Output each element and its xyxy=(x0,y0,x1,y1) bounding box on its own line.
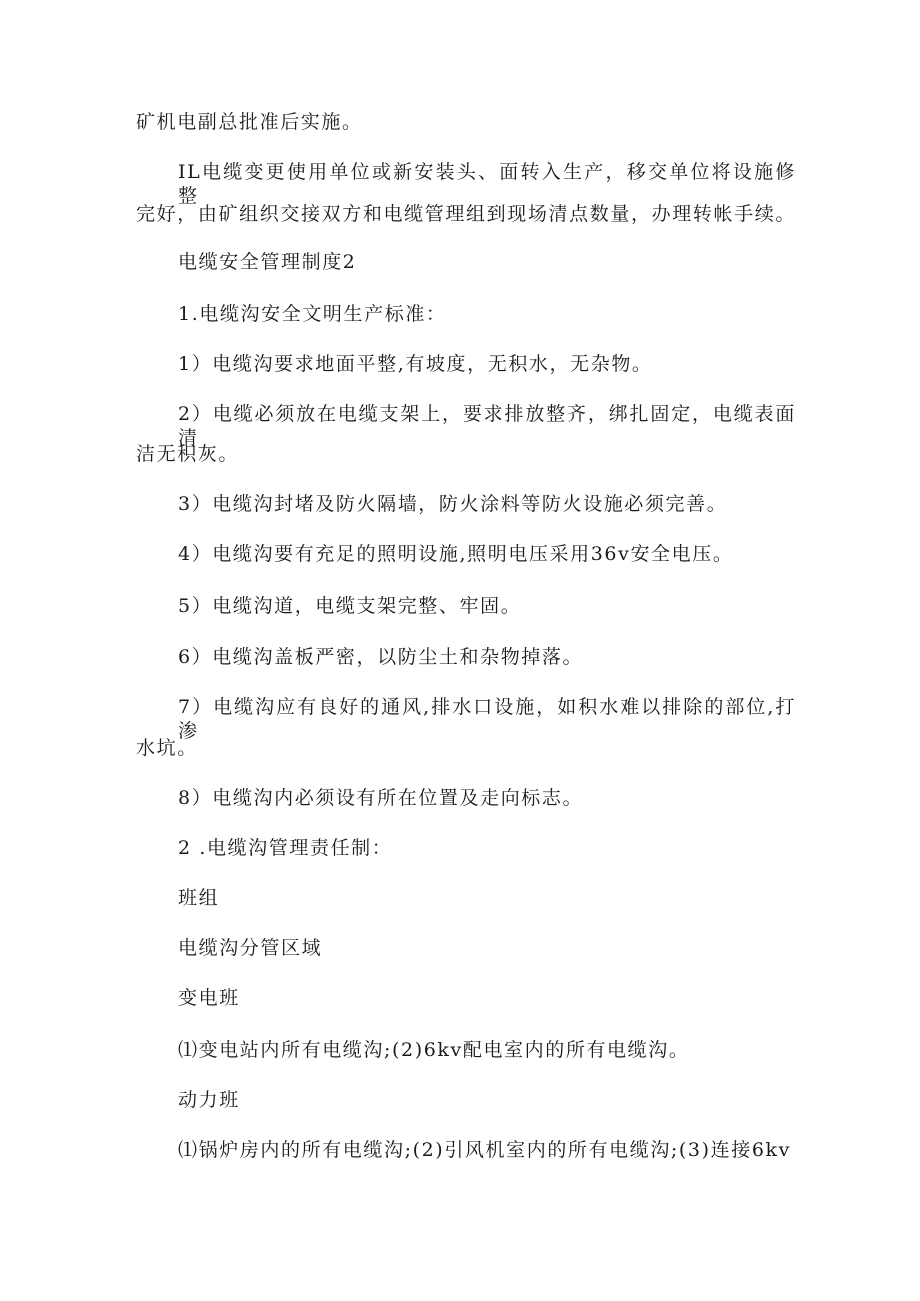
text-line: 电缆沟分管区域 xyxy=(178,937,323,959)
text-line: IL电缆变更使用单位或新安装头、面转入生产，移交单位将设施修整 xyxy=(178,161,796,207)
text-line: 7）电缆沟应有良好的通风,排水口设施，如积水难以排除的部位,打渗 xyxy=(178,696,796,742)
text-line: 5）电缆沟道，电缆支架完整、牢固。 xyxy=(178,595,522,617)
text-line: 变电班 xyxy=(178,987,240,1009)
text-line: 2）电缆必须放在电缆支架上，要求排放整齐，绑扎固定，电缆表面清 xyxy=(178,403,796,449)
text-line: 3）电缆沟封堵及防火隔墙，防火涂料等防火设施必须完善。 xyxy=(178,493,728,515)
text-line: 完好，由矿组织交接双方和电缆管理组到现场清点数量，办理转帐手续。 xyxy=(136,203,796,225)
text-line: 水坑。 xyxy=(136,737,198,759)
text-line: 4）电缆沟要有充足的照明设施,照明电压采用36v安全电压。 xyxy=(178,543,734,565)
text-line: 1.电缆沟安全文明生产标准： xyxy=(178,303,447,325)
text-line: 2 .电缆沟管理责任制： xyxy=(178,837,393,859)
text-line: 动力班 xyxy=(178,1089,240,1111)
text-line: 6）电缆沟盖板严密，以防尘土和杂物掉落。 xyxy=(178,646,584,668)
text-line: 洁无积灰。 xyxy=(136,443,240,465)
text-line: 1）电缆沟要求地面平整,有坡度，无积水，无杂物。 xyxy=(178,353,653,375)
text-line: 班组 xyxy=(178,887,220,909)
text-line: 矿机电副总批准后实施。 xyxy=(136,111,363,133)
text-line: ⑴变电站内所有电缆沟;(2)6kv配电室内的所有电缆沟。 xyxy=(178,1039,690,1061)
text-line: ⑴锅炉房内的所有电缆沟;(2)引风机室内的所有电缆沟;(3)连接6kv xyxy=(178,1139,791,1161)
text-line: 8）电缆沟内必须设有所在位置及走向标志。 xyxy=(178,787,584,809)
section-title: 电缆安全管理制度2 xyxy=(178,251,357,273)
